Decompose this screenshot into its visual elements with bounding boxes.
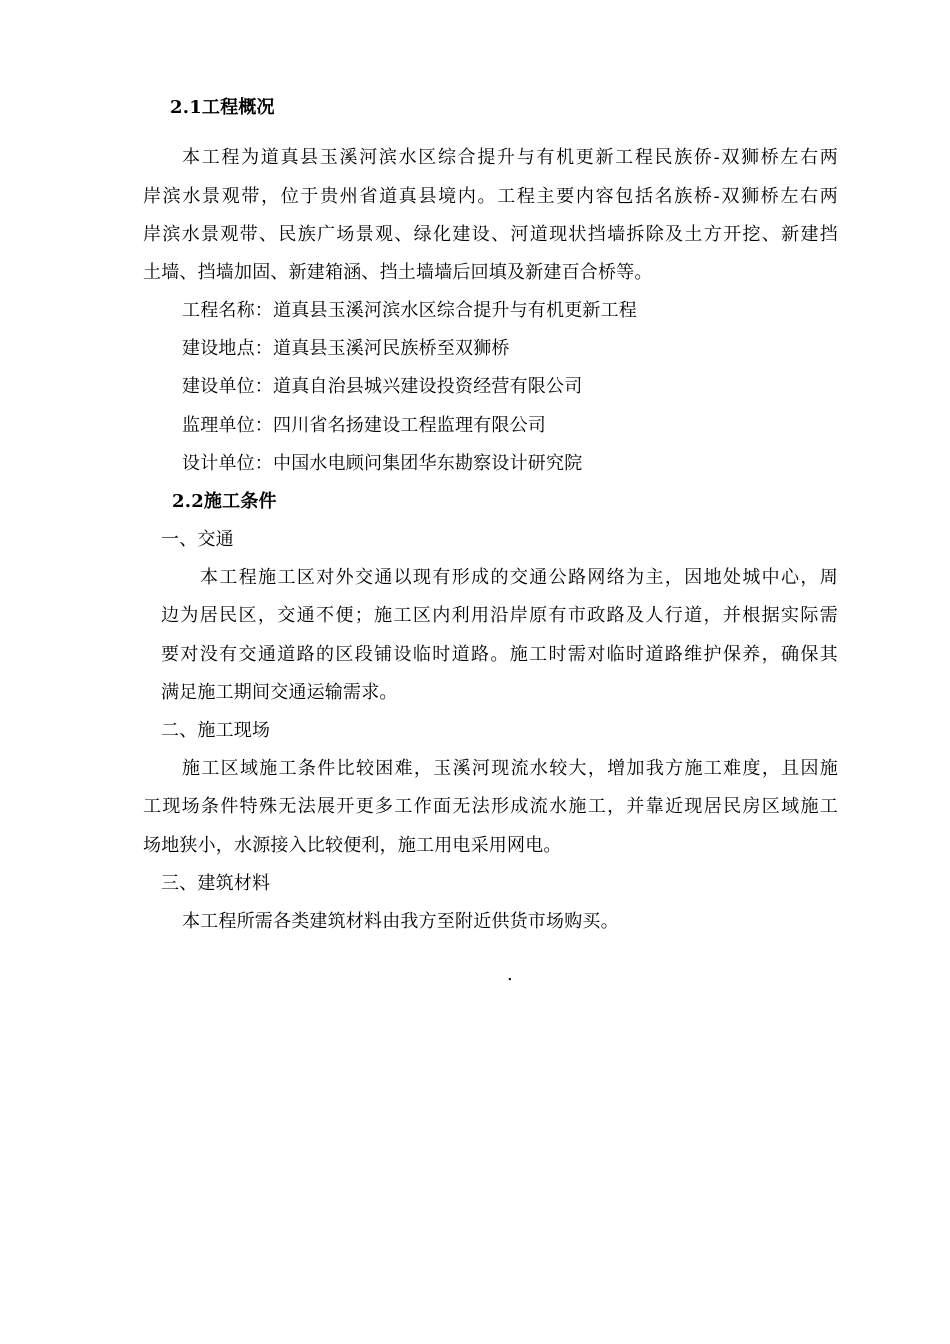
paragraph-line: 岸滨水景观带、民族广场景观、绿化建设、河道现状挡墙拆除及土方开挖、新建挡: [143, 224, 838, 245]
section-heading-2-2: 2.2施工条件: [172, 491, 277, 512]
design-unit-line: 设计单位：中国水电顾问集团华东勘察设计研究院: [182, 453, 583, 474]
paragraph-line: 本工程施工区对外交通以现有形成的交通公路网络为主，因地处城中心，周: [200, 567, 838, 588]
subsection-title-site: 二、施工现场: [161, 720, 271, 741]
paragraph-line: 岸滨水景观带，位于贵州省道真县境内。工程主要内容包括名族桥-双狮桥左右两: [143, 186, 838, 207]
paragraph-line: 本工程所需各类建筑材料由我方至附近供货市场购买。: [182, 911, 619, 932]
paragraph-line: 工现场条件特殊无法展开更多工作面无法形成流水施工，并靠近现居民房区域施工: [143, 796, 838, 817]
construction-site-line: 建设地点：道真县玉溪河民族桥至双狮桥: [182, 338, 510, 359]
project-name-line: 工程名称：道真县玉溪河滨水区综合提升与有机更新工程: [182, 300, 637, 321]
supervision-unit-line: 监理单位：四川省名扬建设工程监理有限公司: [182, 415, 546, 436]
page-marker: .: [507, 964, 513, 985]
subsection-title-materials: 三、建筑材料: [161, 873, 271, 894]
paragraph-line: 土墙、挡墙加固、新建箱涵、挡土墙墙后回填及新建百合桥等。: [143, 262, 653, 283]
paragraph-line: 边为居民区，交通不便；施工区内利用沿岸原有市政路及人行道，并根据实际需: [161, 605, 838, 626]
paragraph-line: 施工区域施工条件比较困难，玉溪河现流水较大，增加我方施工难度，且因施: [182, 758, 838, 779]
owner-unit-line: 建设单位：道真自治县城兴建设投资经营有限公司: [182, 376, 583, 397]
paragraph-line: 本工程为道真县玉溪河滨水区综合提升与有机更新工程民族侨-双狮桥左右两: [182, 147, 838, 168]
paragraph-line: 满足施工期间交通运输需求。: [161, 682, 398, 703]
paragraph-line: 场地狭小，水源接入比较便利，施工用电采用网电。: [143, 835, 562, 856]
subsection-title-traffic: 一、交通: [161, 529, 234, 550]
paragraph-line: 要对没有交通道路的区段铺设临时道路。施工时需对临时道路维护保养，确保其: [161, 644, 838, 665]
section-heading-2-1: 2.1工程概况: [170, 97, 275, 118]
